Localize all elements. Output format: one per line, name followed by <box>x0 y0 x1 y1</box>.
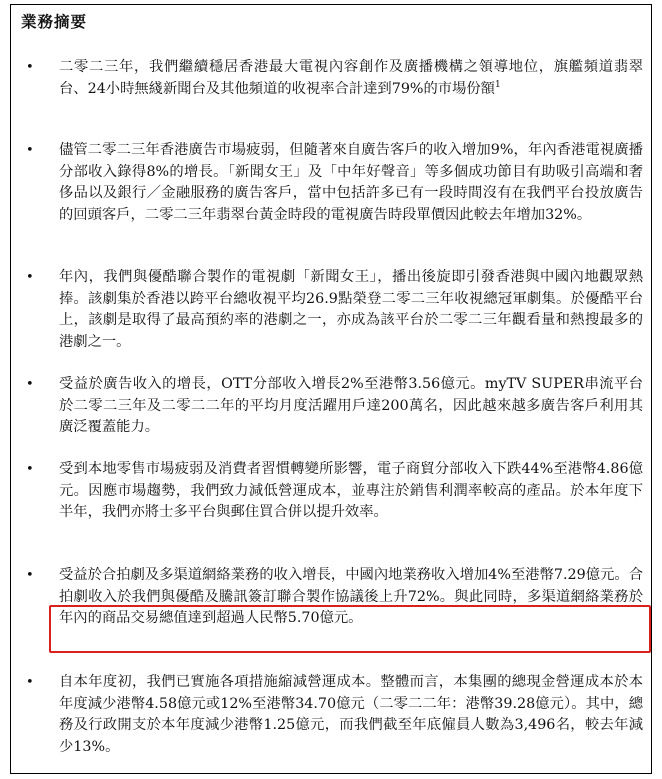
bullet-icon: • <box>26 675 34 690</box>
paragraph-2: 儘管二零二三年香港廣告市場疲弱，但隨著來自廣告客戶的收入增加9%，年內香港電視廣播分部收入錄得8%的增長。「新聞女王」及「中年好聲音」等多個成功節目有助吸引高端和奢侈品以及銀行／金融服務的廣告客戶，當中包括許多已有一段時間沒有在我們平台投放廣告的回頭客戶，二零二三年翡翠台黃金時段的電視廣告時段單價因此較去年增加32%。 <box>59 142 643 223</box>
business-summary-panel <box>10 4 652 774</box>
paragraph-3: 年內，我們與優酷聯合製作的電視劇「新聞女王」，播出後旋即引發香港與中國內地觀眾熱捧。該劇集於香港以跨平台總收視平均26.9點榮登二零二三年收視總冠軍劇集。於優酷平台上，該劇是取得了最高預約率的港劇之一，亦成為該平台於二零二三年觀看量和熱搜最多的港劇之一。 <box>59 269 643 350</box>
paragraph-4: 受益於廣告收入的增長，OTT分部收入增長2%至港幣3.56億元。myTV SUPER串流平台於二零二三年及二零二二年的平均月度活躍用戶達200萬名，因此越來越多廣告客戶利用其廣泛覆蓋能力。 <box>59 376 643 435</box>
section-heading: 業務摘要 <box>21 13 88 31</box>
bullet-icon: • <box>26 462 34 477</box>
bullet-icon: • <box>26 568 34 583</box>
bullet-icon: • <box>26 60 34 75</box>
paragraph-1: 二零二三年，我們繼續穩居香港最大電視內容創作及廣播機構之領導地位，旗艦頻道翡翠台、24小時無綫新聞台及其他頻道的收視率合計達到79%的市場份額$^1$ <box>59 59 643 97</box>
bullet-icon: • <box>26 143 34 158</box>
paragraph-6: 受益於合拍劇及多渠道網絡業務的收入增長，中國內地業務收入增加4%至港幣7.29億元。合拍劇收入於我們與優酷及騰訊簽訂聯合製作協議後上升72%。與此同時，多渠道網絡業務於年內的商品交易總值達到超過人民幣5.70億元。 <box>59 567 643 626</box>
paragraph-7: 自本年度初，我們已實施各項措施縮減營運成本。整體而言，本集團的總現金營運成本於本年度減少港幣4.58億元或12%至港幣34.70億元（二零二二年：港幣39.28億元）。其中，總務及行政開支於本年度減少港幣1.25億元，而我們截至年底僱員人數為3,496名，較去年減少13%。 <box>59 674 643 755</box>
footnote-marker: 1 <box>494 79 501 90</box>
bullet-icon: • <box>26 270 34 285</box>
bullet-icon: • <box>26 377 34 392</box>
paragraph-5: 受到本地零售市場疲弱及消費者習慣轉變所影響，電子商貿分部收入下跌44%至港幣4.86億元。因應市場趨勢，我們致力減低營運成本，並專注於銷售利潤率較高的產品。於本年度下半年，我們亦將士多平台與郵住買合併以提升效率。 <box>59 461 643 520</box>
